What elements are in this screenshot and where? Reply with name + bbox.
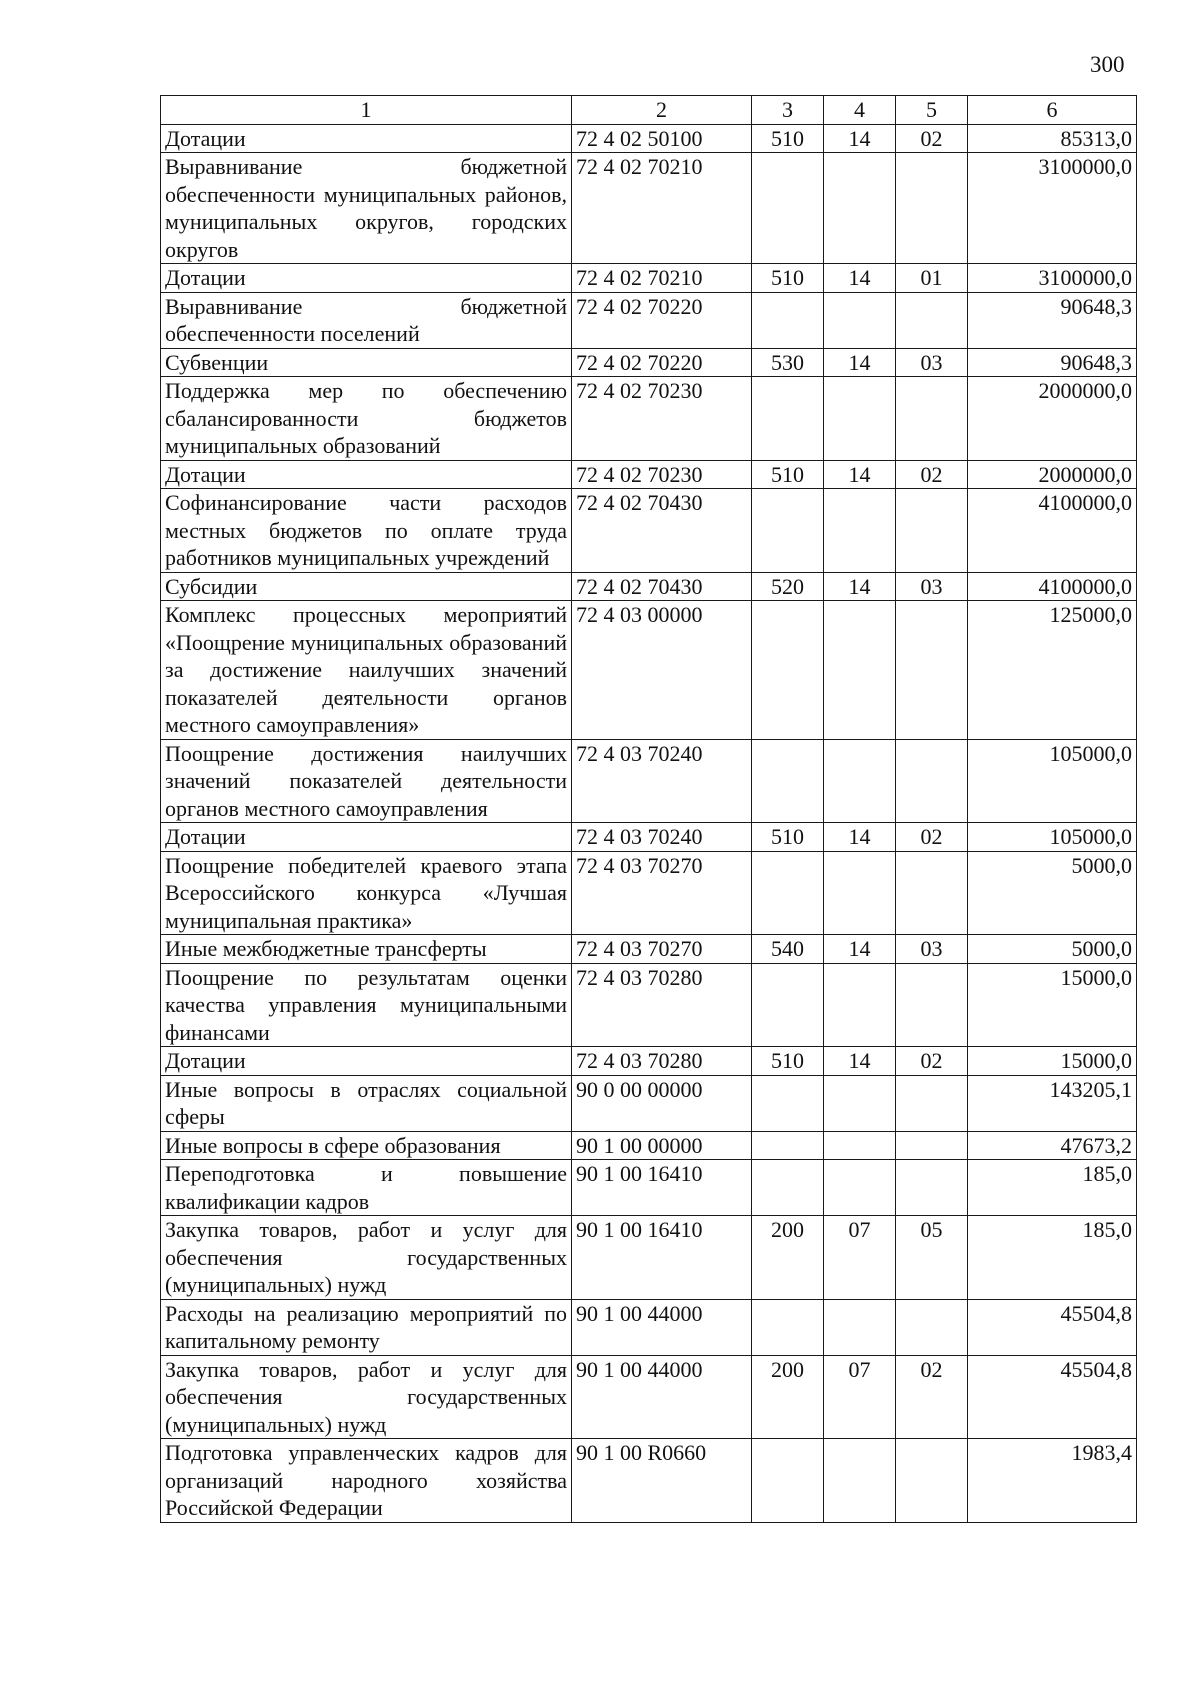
row-name: Подготовка управленческих кадров для организаций народного хозяйства Российской Федерации xyxy=(161,1439,572,1523)
row-col-4 xyxy=(824,1075,896,1131)
row-col-4 xyxy=(824,292,896,348)
row-col-5 xyxy=(896,739,968,823)
row-col-3 xyxy=(752,292,824,348)
row-amount: 143205,1 xyxy=(968,1075,1137,1131)
table-row xyxy=(161,1355,1137,1439)
row-name: Иные вопросы в отраслях социальной сферы xyxy=(161,1075,572,1131)
row-col-4: 14 xyxy=(824,823,896,852)
row-col-3: 200 xyxy=(752,1355,824,1439)
row-code: 72 4 03 70240 xyxy=(572,739,752,823)
table-row xyxy=(161,963,1137,1047)
row-name: Субвенции xyxy=(161,348,572,377)
row-col-4: 14 xyxy=(824,572,896,601)
row-amount: 90648,3 xyxy=(968,348,1137,377)
row-name: Дотации xyxy=(161,1047,572,1076)
table-row xyxy=(161,1160,1137,1216)
row-col-3: 510 xyxy=(752,823,824,852)
row-amount: 90648,3 xyxy=(968,292,1137,348)
row-col-4 xyxy=(824,377,896,461)
row-col-3: 530 xyxy=(752,348,824,377)
table-row xyxy=(161,739,1137,823)
row-col-5 xyxy=(896,1075,968,1131)
row-col-3 xyxy=(752,1131,824,1160)
budget-table xyxy=(160,95,1137,1523)
row-name: Поощрение победителей краевого этапа Всероссийского конкурса «Лучшая муниципальная практика» xyxy=(161,851,572,935)
row-col-4: 07 xyxy=(824,1216,896,1300)
row-col-4 xyxy=(824,963,896,1047)
row-amount: 45504,8 xyxy=(968,1299,1137,1355)
row-name: Комплекс процессных мероприятий «Поощрение муниципальных образований за достижение наилучших значений показателей деятельности органов местного самоуправления» xyxy=(161,601,572,740)
row-col-5 xyxy=(896,292,968,348)
row-amount: 1983,4 xyxy=(968,1439,1137,1523)
row-name: Иные вопросы в сфере образования xyxy=(161,1131,572,1160)
row-col-5: 02 xyxy=(896,1047,968,1076)
row-amount: 3100000,0 xyxy=(968,153,1137,264)
row-name: Иные межбюджетные трансферты xyxy=(161,935,572,964)
table-row xyxy=(161,572,1137,601)
row-code: 72 4 03 70270 xyxy=(572,851,752,935)
row-col-4 xyxy=(824,489,896,573)
row-col-3: 540 xyxy=(752,935,824,964)
row-col-5: 05 xyxy=(896,1216,968,1300)
table-row xyxy=(161,1299,1137,1355)
table-row xyxy=(161,1131,1137,1160)
header-col-6: 6 xyxy=(968,96,1137,125)
row-col-3: 510 xyxy=(752,1047,824,1076)
table-row xyxy=(161,935,1137,964)
row-col-3: 510 xyxy=(752,460,824,489)
row-col-3 xyxy=(752,601,824,740)
row-amount: 2000000,0 xyxy=(968,460,1137,489)
table-row xyxy=(161,601,1137,740)
row-col-4 xyxy=(824,1160,896,1216)
table-row xyxy=(161,348,1137,377)
row-amount: 3100000,0 xyxy=(968,264,1137,293)
header-col-2: 2 xyxy=(572,96,752,125)
row-amount: 105000,0 xyxy=(968,823,1137,852)
row-col-5: 02 xyxy=(896,124,968,153)
row-name: Дотации xyxy=(161,264,572,293)
row-code: 90 1 00 44000 xyxy=(572,1299,752,1355)
row-name: Дотации xyxy=(161,460,572,489)
row-name: Выравнивание бюджетной обеспеченности поселений xyxy=(161,292,572,348)
row-code: 72 4 03 70270 xyxy=(572,935,752,964)
row-code: 90 1 00 R0660 xyxy=(572,1439,752,1523)
row-col-4: 14 xyxy=(824,124,896,153)
row-col-4 xyxy=(824,1131,896,1160)
table-row xyxy=(161,264,1137,293)
header-col-1: 1 xyxy=(161,96,572,125)
row-code: 90 1 00 00000 xyxy=(572,1131,752,1160)
row-col-4 xyxy=(824,153,896,264)
row-code: 72 4 02 70230 xyxy=(572,460,752,489)
row-col-4: 14 xyxy=(824,348,896,377)
row-name: Дотации xyxy=(161,124,572,153)
row-col-3 xyxy=(752,851,824,935)
row-amount: 125000,0 xyxy=(968,601,1137,740)
row-name: Поощрение достижения наилучших значений показателей деятельности органов местного самоуправления xyxy=(161,739,572,823)
table-row xyxy=(161,124,1137,153)
row-code: 90 0 00 00000 xyxy=(572,1075,752,1131)
row-name: Переподготовка и повышение квалификации кадров xyxy=(161,1160,572,1216)
table-row xyxy=(161,153,1137,264)
row-name: Поддержка мер по обеспечению сбалансированности бюджетов муниципальных образований xyxy=(161,377,572,461)
header-col-5: 5 xyxy=(896,96,968,125)
row-code: 72 4 02 50100 xyxy=(572,124,752,153)
row-code: 72 4 03 70280 xyxy=(572,1047,752,1076)
row-amount: 2000000,0 xyxy=(968,377,1137,461)
row-col-4: 14 xyxy=(824,1047,896,1076)
table-row xyxy=(161,292,1137,348)
row-col-5 xyxy=(896,377,968,461)
row-amount: 185,0 xyxy=(968,1216,1137,1300)
row-col-4: 14 xyxy=(824,460,896,489)
row-name: Расходы на реализацию мероприятий по капитальному ремонту xyxy=(161,1299,572,1355)
row-code: 90 1 00 16410 xyxy=(572,1160,752,1216)
row-amount: 15000,0 xyxy=(968,1047,1137,1076)
row-amount: 4100000,0 xyxy=(968,489,1137,573)
row-col-5 xyxy=(896,1131,968,1160)
row-amount: 85313,0 xyxy=(968,124,1137,153)
row-col-5 xyxy=(896,153,968,264)
row-col-3 xyxy=(752,489,824,573)
row-col-3 xyxy=(752,1439,824,1523)
table-row xyxy=(161,489,1137,573)
row-code: 72 4 02 70220 xyxy=(572,292,752,348)
row-code: 90 1 00 16410 xyxy=(572,1216,752,1300)
row-code: 72 4 02 70430 xyxy=(572,572,752,601)
row-col-5: 02 xyxy=(896,823,968,852)
row-name: Дотации xyxy=(161,823,572,852)
row-col-3 xyxy=(752,739,824,823)
row-code: 72 4 02 70220 xyxy=(572,348,752,377)
row-col-5: 02 xyxy=(896,1355,968,1439)
row-col-3: 520 xyxy=(752,572,824,601)
table-row xyxy=(161,851,1137,935)
row-col-3 xyxy=(752,377,824,461)
row-col-5: 03 xyxy=(896,572,968,601)
row-code: 72 4 02 70210 xyxy=(572,153,752,264)
row-name: Субсидии xyxy=(161,572,572,601)
table-row xyxy=(161,823,1137,852)
row-code: 72 4 02 70430 xyxy=(572,489,752,573)
row-amount: 105000,0 xyxy=(968,739,1137,823)
row-col-5 xyxy=(896,489,968,573)
row-col-5: 02 xyxy=(896,460,968,489)
table-row xyxy=(161,1047,1137,1076)
row-code: 72 4 02 70210 xyxy=(572,264,752,293)
row-col-5: 03 xyxy=(896,935,968,964)
row-code: 72 4 03 00000 xyxy=(572,601,752,740)
row-name: Закупка товаров, работ и услуг для обеспечения государственных (муниципальных) нужд xyxy=(161,1355,572,1439)
row-code: 72 4 03 70240 xyxy=(572,823,752,852)
table-row xyxy=(161,1075,1137,1131)
row-amount: 5000,0 xyxy=(968,851,1137,935)
row-col-4 xyxy=(824,1439,896,1523)
row-col-3: 200 xyxy=(752,1216,824,1300)
row-name: Выравнивание бюджетной обеспеченности муниципальных районов, муниципальных округов, городских округов xyxy=(161,153,572,264)
row-amount: 47673,2 xyxy=(968,1131,1137,1160)
row-col-5 xyxy=(896,851,968,935)
row-col-3: 510 xyxy=(752,264,824,293)
row-col-4: 14 xyxy=(824,264,896,293)
row-col-3 xyxy=(752,1299,824,1355)
table-body xyxy=(161,124,1137,1522)
row-col-4 xyxy=(824,601,896,740)
row-code: 90 1 00 44000 xyxy=(572,1355,752,1439)
row-amount: 15000,0 xyxy=(968,963,1137,1047)
table-row xyxy=(161,460,1137,489)
row-amount: 4100000,0 xyxy=(968,572,1137,601)
row-col-3 xyxy=(752,1075,824,1131)
row-col-3: 510 xyxy=(752,124,824,153)
row-name: Софинансирование части расходов местных бюджетов по оплате труда работников муниципальных учреждений xyxy=(161,489,572,573)
page-number: 300 xyxy=(1090,52,1125,77)
row-col-4: 07 xyxy=(824,1355,896,1439)
row-amount: 185,0 xyxy=(968,1160,1137,1216)
row-code: 72 4 02 70230 xyxy=(572,377,752,461)
row-col-5 xyxy=(896,601,968,740)
header-col-4: 4 xyxy=(824,96,896,125)
row-col-5 xyxy=(896,1160,968,1216)
header-col-3: 3 xyxy=(752,96,824,125)
row-col-4: 14 xyxy=(824,935,896,964)
row-col-3 xyxy=(752,963,824,1047)
table-row xyxy=(161,1439,1137,1523)
table-row xyxy=(161,377,1137,461)
row-col-4 xyxy=(824,739,896,823)
row-code: 72 4 03 70280 xyxy=(572,963,752,1047)
table-row xyxy=(161,1216,1137,1300)
row-col-3 xyxy=(752,153,824,264)
row-amount: 5000,0 xyxy=(968,935,1137,964)
row-amount: 45504,8 xyxy=(968,1355,1137,1439)
row-name: Поощрение по результатам оценки качества управления муниципальными финансами xyxy=(161,963,572,1047)
row-col-5 xyxy=(896,963,968,1047)
row-name: Закупка товаров, работ и услуг для обеспечения государственных (муниципальных) нужд xyxy=(161,1216,572,1300)
row-col-5 xyxy=(896,1439,968,1523)
row-col-4 xyxy=(824,1299,896,1355)
row-col-5 xyxy=(896,1299,968,1355)
table-header-row xyxy=(161,96,1137,125)
row-col-5: 01 xyxy=(896,264,968,293)
row-col-4 xyxy=(824,851,896,935)
row-col-5: 03 xyxy=(896,348,968,377)
row-col-3 xyxy=(752,1160,824,1216)
